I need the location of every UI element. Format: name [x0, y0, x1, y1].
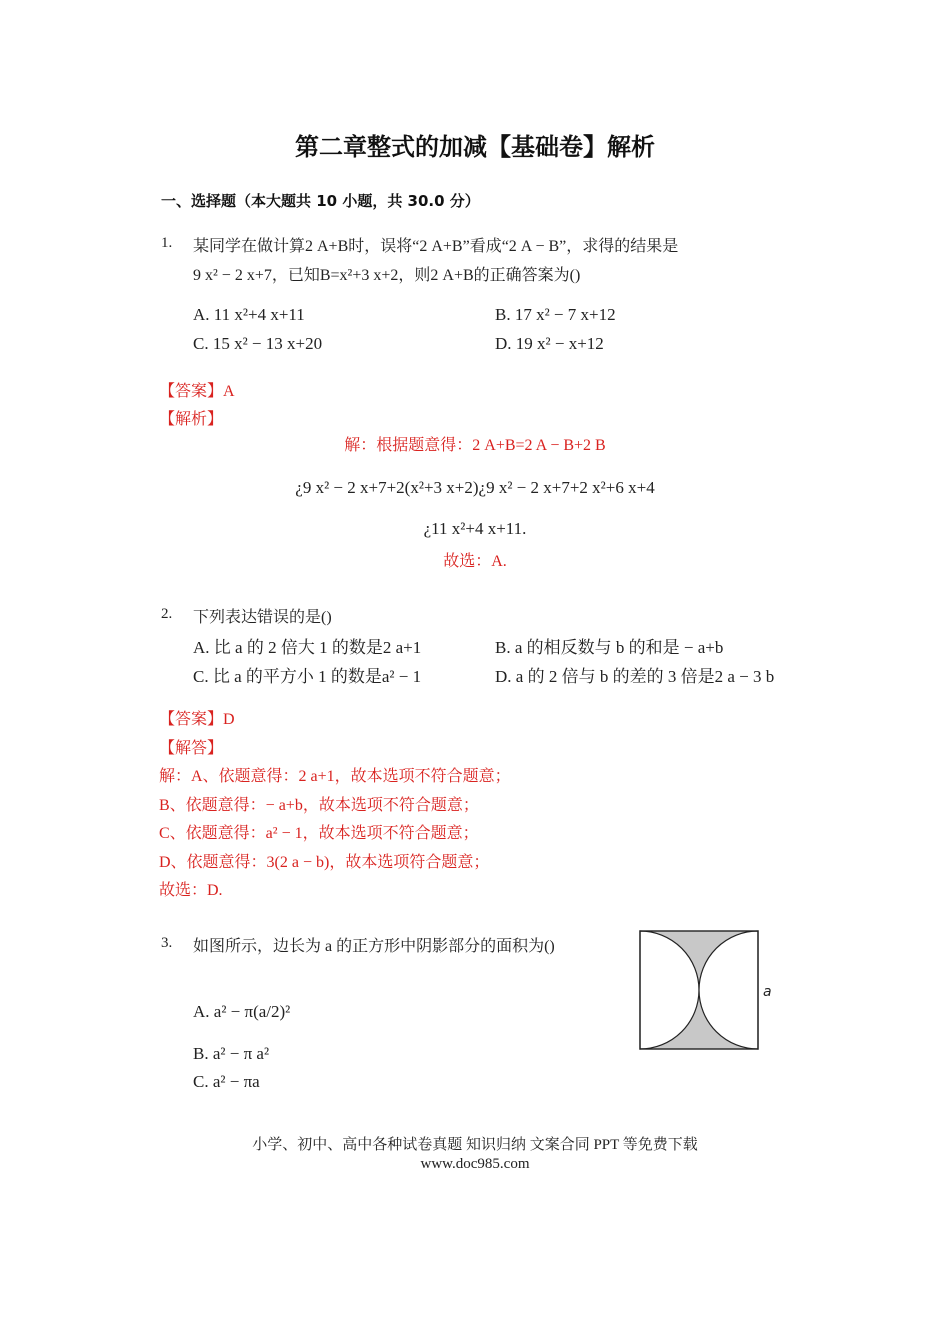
question-1-option-a: A. 11 x²+4 x+11 [193, 305, 305, 324]
question-2-analysis-label: 【解答】 [159, 740, 224, 757]
question-3-option-a: A. a² − π(a/2)² [193, 1002, 291, 1021]
question-2-solution-line-2: B、依题意得：− a+b，故本选项不符合题意； [159, 797, 479, 814]
question-2-answer: 【答案】D [159, 711, 235, 728]
side-length-label: a [763, 984, 772, 1000]
question-2-option-c: C. 比 a 的平方小 1 的数是a² − 1 [193, 667, 422, 686]
question-1-line-1: 某同学在做计算2 A+B时，误将“2 A+B”看成“2 A − B”，求得的结果是 [193, 238, 679, 255]
square-figure [632, 924, 782, 1058]
question-2-option-b: B. a 的相反数与 b 的和是 − a+b [495, 638, 724, 657]
question-1-option-c: C. 15 x² − 13 x+20 [193, 334, 323, 353]
question-3-option-b: B. a² − π a² [193, 1044, 270, 1063]
question-1-line-2: 9 x² − 2 x+7，已知B=x²+3 x+2，则2 A+B的正确答案为() [193, 267, 581, 284]
question-3-line-1: 如图所示，边长为 a 的正方形中阴影部分的面积为() [193, 938, 555, 955]
question-2-solution-line-5: 故选：D. [159, 882, 223, 899]
question-2-option-a: A. 比 a 的 2 倍大 1 的数是2 a+1 [193, 638, 422, 657]
question-1-option-b: B. 17 x² − 7 x+12 [495, 305, 616, 324]
question-2-solution-line-4: D、依题意得：3(2 a − b)，故本选项符合题意； [159, 854, 490, 871]
question-3-number: 3. [161, 935, 173, 951]
footer-url[interactable]: www.doc985.com [420, 1156, 530, 1172]
question-2-line-1: 下列表达错误的是() [193, 609, 332, 626]
question-1-solution-line-1: 解：根据题意得：2 A+B=2 A − B+2 B [344, 437, 606, 454]
section-heading: 一、选择题（本大题共 10 小题，共 30.0 分） [161, 192, 480, 210]
question-1-solution-line-3: ¿11 x²+4 x+11. [423, 519, 527, 538]
question-1-analysis-label: 【解析】 [159, 411, 224, 428]
question-2-solution-line-3: C、依题意得：a² − 1，故本选项不符合题意； [159, 825, 479, 842]
question-2-solution-line-1: 解：A、依题意得：2 a+1，故本选项不符合题意； [159, 768, 511, 785]
question-1-number: 1. [161, 235, 173, 251]
page-title: 第二章整式的加减【基础卷】解析 [295, 133, 655, 161]
footer-line-1: 小学、初中、高中各种试卷真题 知识归纳 文案合同 PPT 等免费下载 [252, 1137, 698, 1153]
question-2-option-d: D. a 的 2 倍与 b 的差的 3 倍是2 a − 3 b [495, 667, 775, 686]
question-1-solution-line-2: ¿9 x² − 2 x+7+2(x²+3 x+2)¿9 x² − 2 x+7+2 x²+6 x+4 [295, 478, 655, 497]
question-1-solution-line-4: 故选：A. [443, 553, 507, 570]
question-1-option-d: D. 19 x² − x+12 [495, 334, 604, 353]
question-2-number: 2. [161, 606, 173, 622]
question-3-option-c: C. a² − πa [193, 1072, 260, 1091]
question-1-answer: 【答案】A [159, 383, 235, 400]
